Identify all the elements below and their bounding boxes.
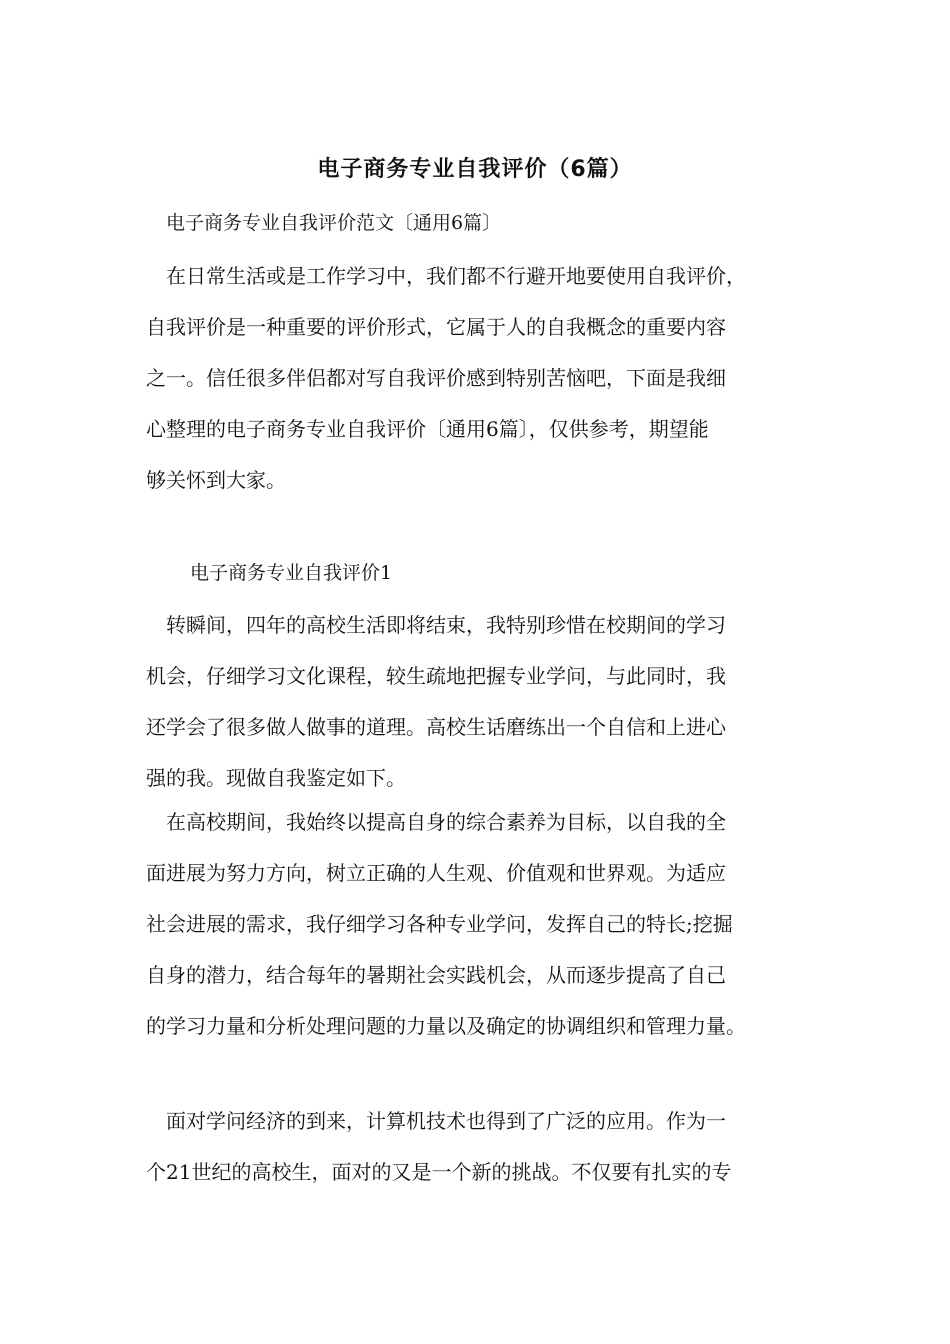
document-title: 电子商务专业自我评价（6篇） bbox=[317, 157, 633, 182]
intro-paragraph bbox=[146, 251, 826, 506]
section-heading: 电子商务专业自我评价1 bbox=[190, 562, 393, 584]
paragraph-line: 机会，仔细学习文化课程，较生疏地把握专业学问，与此同时，我 bbox=[146, 664, 726, 688]
body-paragraph-3 bbox=[146, 1096, 826, 1198]
paragraph-line: 自身的潜力，结合每年的暑期社会实践机会，从而逐步提高了自己 bbox=[146, 963, 726, 987]
intro-line: 够关怀到大家。 bbox=[146, 468, 286, 492]
paragraph-line: 强的我。现做自我鉴定如下。 bbox=[146, 766, 406, 790]
paragraph-line: 社会进展的需求，我仔细学习各种专业学问，发挥自己的特长;挖掘 bbox=[146, 912, 733, 936]
body-paragraph-2 bbox=[146, 797, 826, 1052]
paragraph-line: 还学会了很多做人做事的道理。高校生话磨练出一个自信和上进心 bbox=[146, 715, 726, 739]
paragraph-line: 转瞬间，四年的高校生活即将结束，我特别珍惜在校期间的学习 bbox=[146, 613, 726, 637]
paragraph-line: 面进展为努力方向，树立正确的人生观、价值观和世界观。为适应 bbox=[146, 861, 726, 885]
document-subtitle: 电子商务专业自我评价范文〔通用6篇〕 bbox=[166, 212, 502, 234]
intro-line: 自我评价是一种重要的评价形式，它属于人的自我概念的重要内容 bbox=[146, 315, 726, 339]
paragraph-line: 面对学问经济的到来，计算机技术也得到了广泛的应用。作为一 bbox=[146, 1109, 726, 1133]
intro-line: 之一。信任很多伴侣都对写自我评价感到特别苦恼吧，下面是我细 bbox=[146, 366, 726, 390]
intro-line: 心整理的电子商务专业自我评价〔通用6篇〕，仅供参考，期望能 bbox=[146, 417, 709, 441]
paragraph-line: 的学习力量和分析处理问题的力量以及确定的协调组织和管理力量。 bbox=[146, 1014, 746, 1038]
intro-line: 在日常生活或是工作学习中，我们都不行避开地要使用自我评价， bbox=[146, 264, 746, 288]
body-paragraph-1 bbox=[146, 600, 826, 804]
paragraph-line: 个21世纪的高校生，面对的又是一个新的挑战。不仅要有扎实的专 bbox=[146, 1160, 732, 1184]
paragraph-line: 在高校期间，我始终以提高自身的综合素养为目标，以自我的全 bbox=[146, 810, 726, 834]
